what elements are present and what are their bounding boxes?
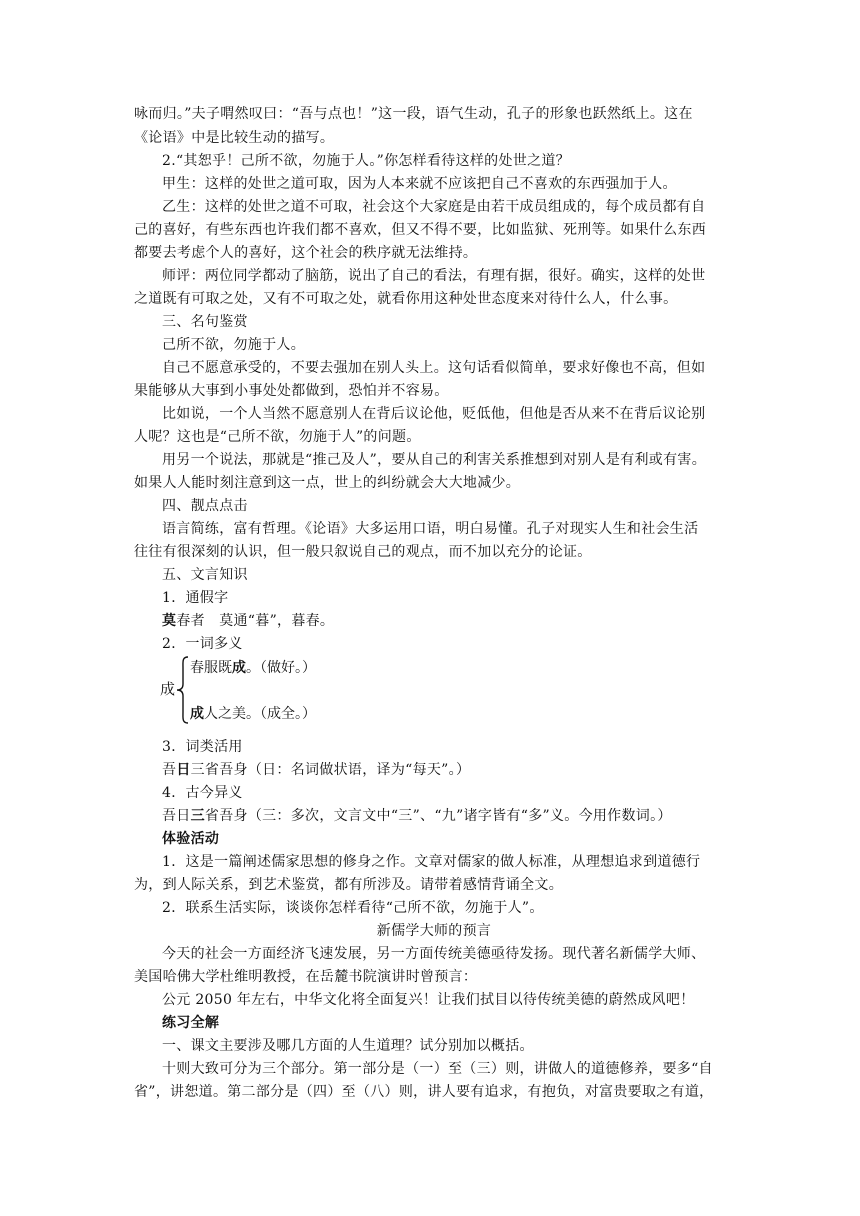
text-line: 己所不欲，勿施于人。 xyxy=(162,337,305,353)
polysemy-item: 春服既成。（做好。） xyxy=(190,660,316,676)
text-line: 吾日三省吾身（三：多次，文言文中“三”、“九”诸字皆有“多”义。今用作数词。） xyxy=(162,808,672,824)
polysemy-char: 成 xyxy=(160,680,176,698)
text-line: 如果人人能时刻注意到这一点，世上的纠纷就会大大地减少。 xyxy=(134,475,521,491)
text-line: 莫春者 莫通“暮”，暮春。 xyxy=(162,613,335,629)
text-line: 今天的社会一方面经济飞速发展，另一方面传统美德亟待发扬。现代著名新儒学大师、 xyxy=(162,946,706,962)
text-line: 十则大致可分为三个部分。第一部分是（一）至（三）则，讲做人的道德修养，要多“自 xyxy=(162,1061,713,1077)
text-line: 甲生：这样的处世之道可取，因为人本来就不应该把自己不喜欢的东西强加于人。 xyxy=(162,176,677,192)
text-line: 2．联系生活实际，谈谈你怎样看待“己所不欲，勿施于人”。 xyxy=(162,900,544,916)
text-line: 乙生：这样的处世之道不可取，社会这个大家庭是由若干成员组成的，每个成员都有自 xyxy=(162,199,706,215)
brace-icon xyxy=(176,656,190,724)
subsection-heading: 3．词类活用 xyxy=(162,739,243,755)
text-line: 师评：两位同学都动了脑筋，说出了自己的看法，有理有据，很好。确实，这样的处世 xyxy=(162,268,706,284)
text-line: 语言简练，富有哲理。《论语》大多运用口语，明白易懂。孔子对现实人生和社会生活 xyxy=(162,521,699,537)
subsection-heading: 2．一词多义 xyxy=(162,636,243,652)
text-line: 《论语》中是比较生动的描写。 xyxy=(134,130,335,146)
text-line: 往往有很深刻的认识，但一般只叙说自己的观点，而不加以充分的论证。 xyxy=(134,544,592,560)
text-line: 吾日三省吾身（日：名词做状语，译为“每天”。） xyxy=(162,762,471,778)
polysemy-brace xyxy=(160,652,360,728)
text-line: 比如说，一个人当然不愿意别人在背后议论他，贬低他，但他是否从来不在背后议论别 xyxy=(162,406,706,422)
subsection-heading: 4．古今异义 xyxy=(162,785,243,801)
section-heading: 五、文言知识 xyxy=(162,567,248,583)
text-line: 一、课文主要涉及哪几方面的人生道理？试分别加以概括。 xyxy=(162,1038,534,1054)
text-line: 咏而归。”夫子喟然叹曰：“吾与点也！”这一段，语气生动，孔子的形象也跃然纸上。这在 xyxy=(134,106,693,122)
text-line: 人呢？这也是“己所不欲，勿施于人”的问题。 xyxy=(134,429,421,445)
section-title: 练习全解 xyxy=(162,1015,220,1031)
text-line: 之道既有可取之处，又有不可取之处，就看你用这种处世态度来对待什么人，什么事。 xyxy=(134,291,678,307)
text-line: 省”，讲恕道。第二部分是（四）至（八）则，讲人要有追求，有抱负，对富贵要取之有道， xyxy=(134,1084,714,1100)
text-line: 公元 2050 年左右，中华文化将全面复兴！让我们拭目以待传统美德的蔚然成风吧！ xyxy=(162,992,695,1008)
text-line: 自己不愿意承受的，不要去强加在别人头上。这句话看似简单，要求好像也不高，但如 xyxy=(162,360,706,376)
section-title: 体验活动 xyxy=(162,831,220,847)
polysemy-item: 成人之美。（成全。） xyxy=(190,706,316,722)
text-line: 果能够从大事到小事处处都做到，恐怕并不容易。 xyxy=(134,383,449,399)
text-line: 为，到人际关系，到艺术鉴赏，都有所涉及。请带着感情背诵全文。 xyxy=(134,877,563,893)
section-heading: 三、名句鉴赏 xyxy=(162,314,248,330)
text-line: 美国哈佛大学杜维明教授，在岳麓书院演讲时曾预言： xyxy=(134,969,478,985)
article-title: 新儒学大师的预言 xyxy=(376,923,492,939)
text-line: 1．这是一篇阐述儒家思想的修身之作。文章对儒家的做人标准，从理想追求到道德行 xyxy=(162,854,701,870)
text-line: 用另一个说法，那就是“推己及人”，要从自己的利害关系推想到对别人是有利或有害。 xyxy=(162,452,707,468)
text-line: 己的喜好，有些东西也许我们都不喜欢，但又不得不要，比如监狱、死刑等。如果什么东西 xyxy=(134,222,706,238)
text-line: 2.“其恕乎！己所不欲，勿施于人。”你怎样看待这样的处世之道？ xyxy=(162,153,570,169)
section-heading: 四、靓点点击 xyxy=(162,498,248,514)
text-line: 都要去考虑个人的喜好，这个社会的秩序就无法维持。 xyxy=(134,245,478,261)
subsection-heading: 1．通假字 xyxy=(162,590,229,606)
